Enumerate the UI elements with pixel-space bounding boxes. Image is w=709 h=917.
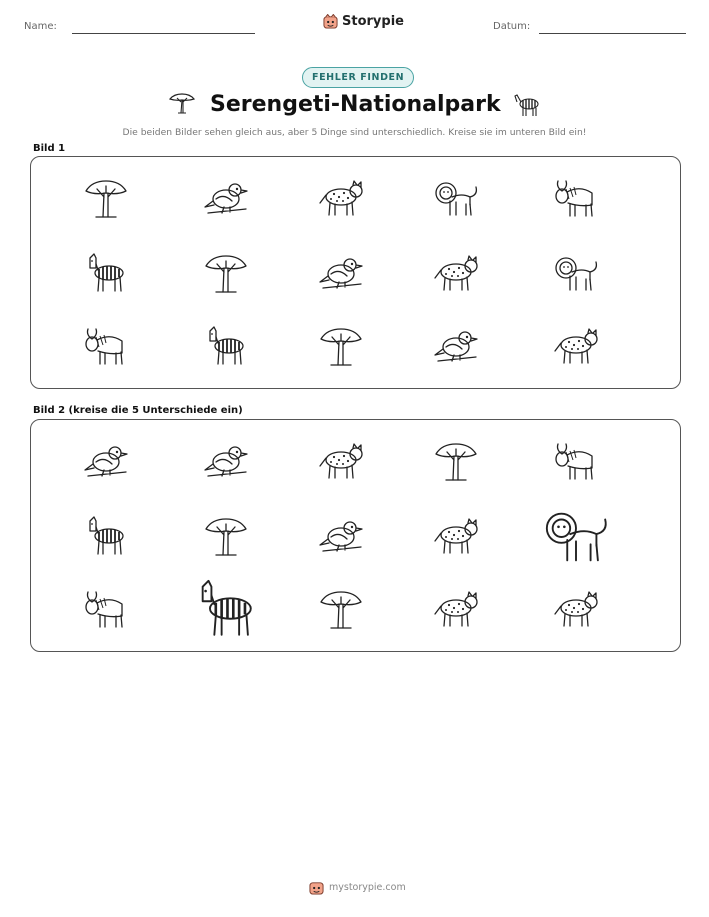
tree-icon (317, 586, 365, 634)
hyena-icon (432, 513, 480, 561)
picture2-label: Bild 2 (kreise die 5 Unterschiede ein) (33, 405, 243, 416)
picture2-cell-r3-c4[interactable] (432, 586, 480, 634)
picture2-cell-r2-c1[interactable] (82, 513, 130, 561)
picture2-cell-r1-c4[interactable] (432, 438, 480, 486)
lion-icon (552, 250, 600, 298)
picture2-cell-r2-c5[interactable] (541, 502, 611, 572)
bird-icon (317, 250, 365, 298)
picture2-cell-r2-c2[interactable] (202, 513, 250, 561)
brand-logo (323, 14, 404, 29)
wildebeest-icon (552, 438, 600, 486)
wildebeest-icon (82, 323, 130, 371)
picture1-cell-r2-c5 (552, 250, 600, 298)
picture1-cell-r2-c1 (82, 250, 130, 298)
footer-site: mystorypie.com (329, 882, 406, 893)
picture1-cell-r3-c4 (432, 323, 480, 371)
bird-icon (202, 438, 250, 486)
lion-icon (541, 502, 611, 572)
picture2-panel[interactable] (30, 419, 681, 652)
bird-icon (82, 438, 130, 486)
picture2-cell-r1-c5[interactable] (552, 438, 600, 486)
picture1-cell-r3-c2 (202, 323, 250, 371)
date-line[interactable] (539, 33, 686, 34)
footer (309, 880, 406, 895)
picture2-cell-r2-c4[interactable] (432, 513, 480, 561)
picture1-cell-r1-c1 (82, 175, 130, 223)
picture1-cell-r1-c5 (552, 175, 600, 223)
wildebeest-icon (82, 586, 130, 634)
tree-icon (202, 250, 250, 298)
picture2-cell-r3-c3[interactable] (317, 586, 365, 634)
zebra-icon (512, 92, 542, 118)
picture1-cell-r3-c1 (82, 323, 130, 371)
picture1-cell-r2-c3 (317, 250, 365, 298)
picture1-panel (30, 156, 681, 389)
tree-icon (317, 323, 365, 371)
hyena-icon (432, 250, 480, 298)
hyena-icon (317, 175, 365, 223)
tree-icon (82, 175, 130, 223)
bird-icon (432, 323, 480, 371)
worksheet-type-badge: FEHLER FINDEN (302, 67, 414, 88)
zebra-icon (202, 323, 250, 371)
tree-icon (432, 438, 480, 486)
picture1-label: Bild 1 (33, 143, 66, 154)
hyena-icon (552, 323, 600, 371)
brand-name: Storypie (342, 14, 404, 29)
tree-icon (202, 513, 250, 561)
page-title: Serengeti-Nationalpark (210, 92, 501, 117)
picture1-cell-r1-c2 (202, 175, 250, 223)
picture1-cell-r2-c2 (202, 250, 250, 298)
picture2-cell-r3-c2[interactable] (191, 575, 261, 645)
picture1-cell-r3-c5 (552, 323, 600, 371)
hyena-icon (317, 438, 365, 486)
hyena-icon (552, 586, 600, 634)
picture1-cell-r1-c3 (317, 175, 365, 223)
zebra-icon (191, 575, 261, 645)
picture2-cell-r2-c3[interactable] (317, 513, 365, 561)
picture1-cell-r1-c4 (432, 175, 480, 223)
picture2-cell-r1-c3[interactable] (317, 438, 365, 486)
date-label: Datum: (493, 21, 531, 32)
bird-icon (317, 513, 365, 561)
instructions-text: Die beiden Bilder sehen gleich aus, aber 5 Dinge sind unterschiedlich. Kreise sie im unteren Bild ein! (122, 127, 587, 138)
hyena-icon (432, 586, 480, 634)
picture1-cell-r3-c3 (317, 323, 365, 371)
lion-icon (432, 175, 480, 223)
picture1-cell-r2-c4 (432, 250, 480, 298)
picture2-cell-r1-c2[interactable] (202, 438, 250, 486)
acacia-tree-icon (168, 92, 196, 114)
bird-icon (202, 175, 250, 223)
wildebeest-icon (552, 175, 600, 223)
zebra-icon (82, 250, 130, 298)
picture2-cell-r1-c1[interactable] (82, 438, 130, 486)
picture2-cell-r3-c1[interactable] (82, 586, 130, 634)
storypie-logo-icon (309, 880, 324, 895)
storypie-logo-icon (323, 14, 338, 29)
name-line[interactable] (72, 33, 255, 34)
name-label: Name: (24, 21, 57, 32)
picture2-cell-r3-c5[interactable] (552, 586, 600, 634)
zebra-icon (82, 513, 130, 561)
